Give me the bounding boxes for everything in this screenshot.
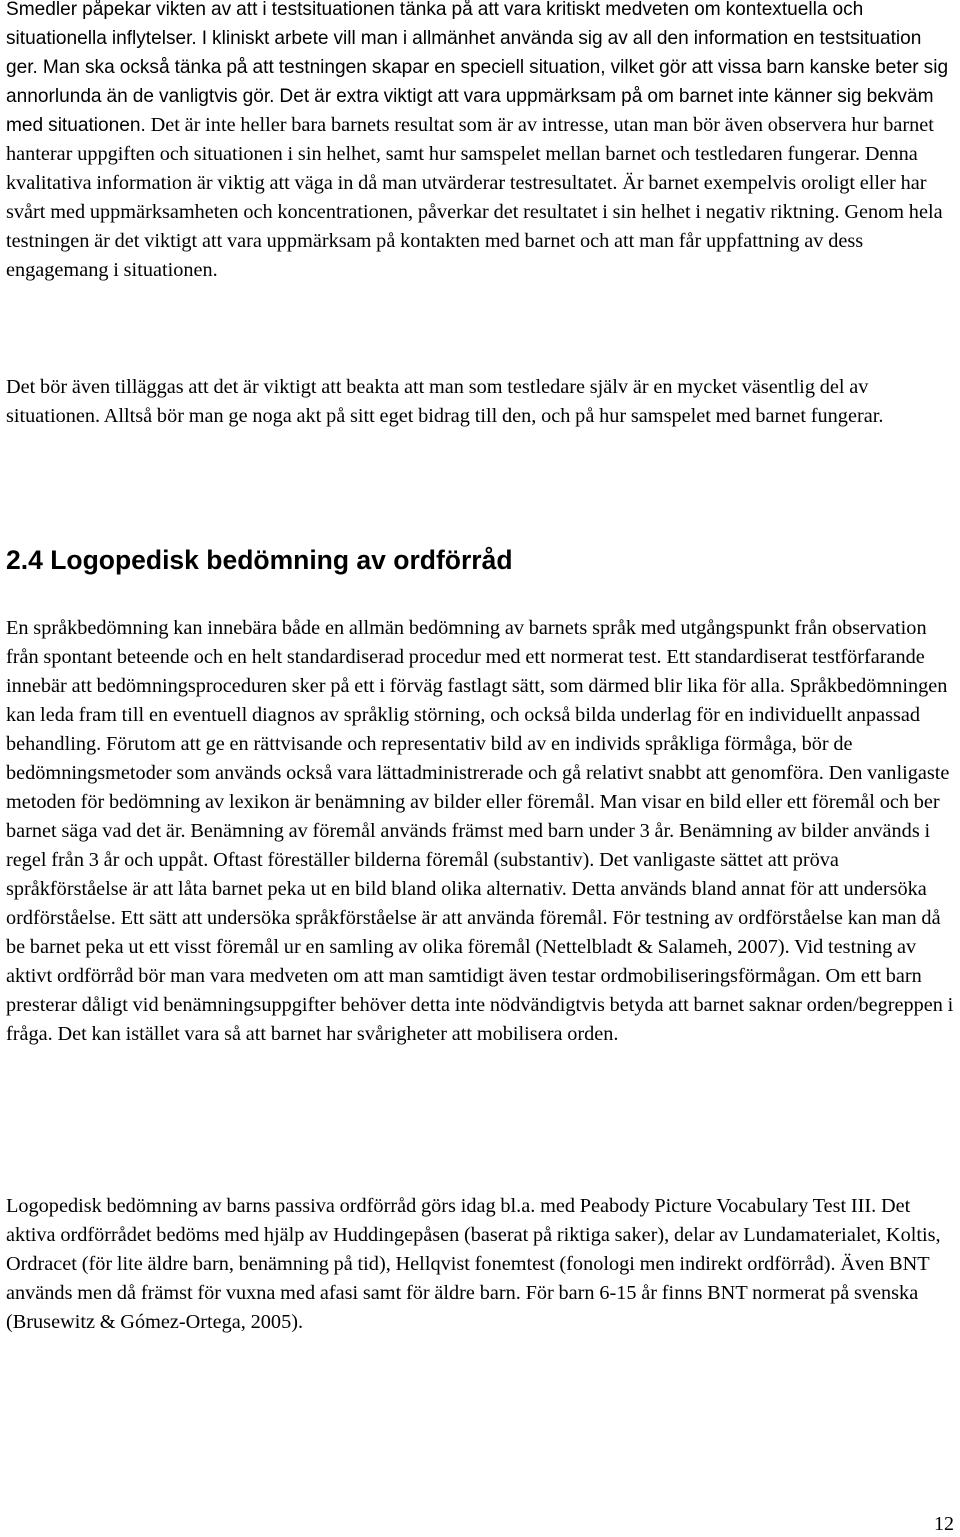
section-heading: 2.4 Logopedisk bedömning av ordförråd xyxy=(6,545,513,575)
paragraph-sprakbedomning: En språkbedömning kan innebära både en allmän bedömning av barnets språk med utgångspunkt från observation från spontant beteende och en helt standardiserad procedur med ett normerat test. Ett standardiserat testförfarande innebär att bedömningsproceduren sker på ett i förväg fastlagt sätt, som därmed blir lika för alla. Språkbedömningen kan leda fram till en eventuell diagnos av språklig störning, och också bilda underlag för en individuellt anpassad behandling. Förutom att ge en rättvisande och representativ bild av en individs språkliga förmåga, bör de bedömningsmetoder som används också vara lättadministrerade och gå relativt snabbt att genomföra. Den vanligaste metoden för bedömning av lexikon är benämning av bilder eller föremål. Man visar en bild eller ett föremål och ber barnet säga vad det är. Benämning av föremål används främst med barn under 3 år. Benämning av bilder används i regel från 3 år och uppåt. Oftast föreställer bilderna föremål (substantiv). Det vanligaste sättet att pröva språkförståelse är att låta barnet peka ut en bild bland olika alternativ. Detta används bland annat för att undersöka ordförståelse. Ett sätt att undersöka språkförståelse är att använda föremål. För testning av ordförståelse kan man då be barnet peka ut ett visst föremål ur en samling av olika föremål (Nettelbladt & Salameh, 2007). Vid testning av aktivt ordförråd bör man vara medveten om att man samtidigt även testar ordmobiliseringsförmågan. Om ett barn presterar dåligt vid benämningsuppgifter behöver detta inte nödvändigtvis betyda att barnet saknar orden/begreppen i fråga. Det kan istället vara så att barnet har svårigheter att mobilisera orden. xyxy=(6,617,954,1045)
paragraph-logopedisk-bedomning: Logopedisk bedömning av barns passiva ordförråd görs idag bl.a. med Peabody Picture Vocabulary Test III. Det aktiva ordförrådet bedöms med hjälp av Huddingepåsen (baserat på riktiga saker), delar av Lundamaterialet, Koltis, Ordracet (för lite äldre barn, benämning på tid), Hellqvist fonemtest (fonologi men indirekt ordförråd). Även BNT används men då främst för vuxna med afasi samt för äldre barn. För barn 6-15 år finns BNT normerat på svenska (Brusewitz & Gómez-Ortega, 2005). xyxy=(6,1195,941,1333)
page-number: 12 xyxy=(934,1513,954,1535)
paragraph-segment-sans: Smedler påpekar vikten av att i testsituationen tänka på att vara kritiskt medveten om kontextuella och situationella inflytelser. I kliniskt arbete vill man i allmänhet använda sig av all den information en testsituation ger. Man ska också tänka på att testningen skapar en speciell situation, vilket gör att vissa barn kanske beter sig annorlunda än de vanligtvis gör. Det är extra viktigt att vara uppmärksam på om barnet inte känner sig bekväm med situationen. xyxy=(6,0,949,136)
paragraph-testsituation xyxy=(6,0,954,285)
paragraph-testledare: Det bör även tilläggas att det är viktigt att beakta att man som testledare själv är en mycket väsentlig del av situationen. Alltså bör man ge noga akt på sitt eget bidrag till den, och på hur samspelet med barnet fungerar. xyxy=(6,376,884,427)
paragraph-segment-serif: Det är inte heller bara barnets resultat som är av intresse, utan man bör även observera hur barnet hanterar uppgiften och situationen i sin helhet, samt hur samspelet mellan barnet och testledaren fungerar. Denna kvalitativa information är viktig att väga in då man utvärderar testresultatet. Är barnet exempelvis oroligt eller har svårt med uppmärksamheten och koncentrationen, påverkar det resultatet i sin helhet i negativ riktning. Genom hela testningen är det viktigt att vara uppmärksam på kontakten med barnet och att man får uppfattning av dess engagemang i situationen. xyxy=(6,114,943,281)
